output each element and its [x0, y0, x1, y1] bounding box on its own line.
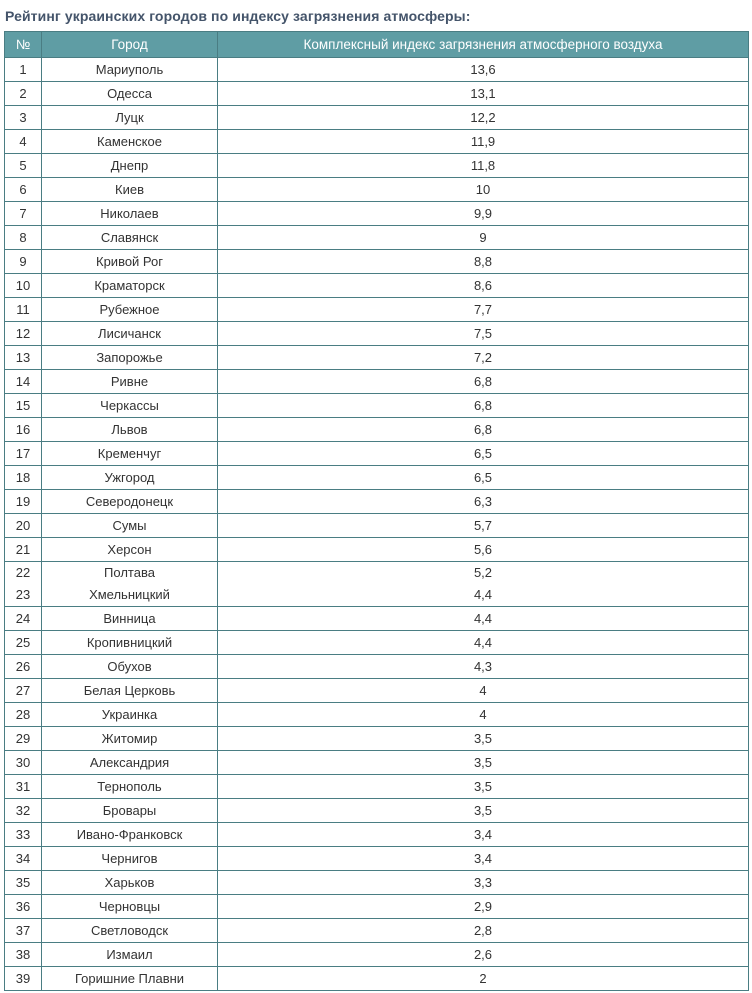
index-cell-text: 3,5 [473, 802, 493, 818]
index-cell-text: 8,8 [473, 253, 493, 269]
rank-cell-text: 2 [19, 85, 27, 101]
col-header-city: Город [42, 32, 218, 58]
city-cell [42, 679, 218, 703]
rank-cell-text: 1 [19, 61, 27, 77]
index-cell [218, 847, 749, 871]
index-cell [218, 130, 749, 154]
table-row [5, 250, 749, 274]
index-cell-text: 7,5 [473, 325, 493, 341]
index-cell-text: 5,2 [473, 565, 493, 580]
rank-cell [5, 130, 42, 154]
city-cell-text: Кременчуг [97, 445, 162, 461]
city-cell-text: Горишние Плавни [74, 970, 185, 986]
index-cell [218, 655, 749, 679]
rank-cell-text: 37 [15, 922, 31, 938]
city-cell-text: Сумы [112, 517, 147, 533]
city-cell-text: Северодонецк [85, 493, 174, 509]
pollution-table [4, 31, 749, 991]
city-cell [42, 631, 218, 655]
rank-cell [5, 895, 42, 919]
city-cell [42, 751, 218, 775]
city-cell-text: Ривне [110, 373, 149, 389]
index-cell-text: 12,2 [470, 109, 496, 125]
city-cell [42, 442, 218, 466]
index-cell [218, 607, 749, 631]
rank-cell-text: 24 [15, 610, 31, 626]
rank-cell-text: 35 [15, 874, 31, 890]
rank-cell [5, 178, 42, 202]
index-cell-text: 7,2 [473, 349, 493, 365]
index-cell [218, 394, 749, 418]
city-cell [42, 943, 218, 967]
city-cell-text: Николаев [100, 205, 159, 221]
index-cell-text: 3,3 [473, 874, 493, 890]
rank-cell [5, 394, 42, 418]
index-cell-text: 4 [479, 682, 487, 698]
rank-cell-text: 21 [15, 541, 31, 557]
rank-cell-text: 17 [15, 445, 31, 461]
table-row [5, 727, 749, 751]
index-cell [218, 346, 749, 370]
city-cell [42, 847, 218, 871]
rank-cell-text: 32 [15, 802, 31, 818]
city-cell-text: Хмельницкий [89, 587, 170, 602]
city-cell [42, 703, 218, 727]
city-cell [42, 514, 218, 538]
rank-cell-text: 39 [15, 970, 31, 986]
index-cell-text: 5,7 [473, 517, 493, 533]
table-row [5, 967, 749, 991]
table-row [5, 154, 749, 178]
rank-cell-text: 26 [15, 658, 31, 674]
index-cell [218, 58, 749, 82]
city-cell-text: Славянск [100, 229, 159, 245]
index-cell-text: 13,6 [470, 61, 496, 77]
index-cell [218, 250, 749, 274]
table-row [5, 919, 749, 943]
rank-cell [5, 226, 42, 250]
index-cell-text: 2,6 [473, 946, 493, 962]
rank-cell [5, 703, 42, 727]
city-cell-text: Одесса [107, 85, 152, 101]
table-row [5, 418, 749, 442]
city-cell [42, 490, 218, 514]
city-cell-text: Запорожье [96, 349, 163, 365]
city-cell [42, 607, 218, 631]
rank-cell-text: 15 [15, 397, 31, 413]
city-cell-text: Львов [111, 421, 148, 437]
table-row [5, 442, 749, 466]
rank-cell-text: 38 [15, 946, 31, 962]
rank-cell [5, 751, 42, 775]
table-row [5, 490, 749, 514]
table-row [5, 751, 749, 775]
index-cell [218, 154, 749, 178]
rank-cell-text: 36 [15, 898, 31, 914]
index-cell [218, 274, 749, 298]
table-row [5, 178, 749, 202]
page-title: Рейтинг украинских городов по индексу загрязнения атмосферы: [5, 8, 471, 24]
table-row [5, 703, 749, 727]
table-row [5, 322, 749, 346]
city-cell-text: Днепр [110, 157, 149, 173]
city-cell-text: Лисичанск [98, 325, 161, 341]
index-cell-text: 4,4 [473, 610, 493, 626]
table-row [5, 562, 749, 607]
rank-cell-text: 8 [19, 229, 27, 245]
table-row [5, 82, 749, 106]
rank-cell [5, 250, 42, 274]
index-cell [218, 226, 749, 250]
city-cell-text: Ивано-Франковск [76, 826, 183, 842]
table-row [5, 130, 749, 154]
table-row [5, 370, 749, 394]
rank-cell-text: 23 [15, 587, 31, 602]
index-cell [218, 775, 749, 799]
city-cell-text: Светловодск [90, 922, 169, 938]
table-row [5, 274, 749, 298]
table-row [5, 943, 749, 967]
city-cell-text: Каменское [97, 133, 162, 149]
index-cell [218, 514, 749, 538]
table-row [5, 58, 749, 82]
city-cell [42, 346, 218, 370]
index-cell-text: 3,5 [473, 754, 493, 770]
rank-cell [5, 466, 42, 490]
city-cell-text: Харьков [104, 874, 155, 890]
city-cell [42, 895, 218, 919]
rank-cell [5, 967, 42, 991]
city-cell [42, 130, 218, 154]
index-cell [218, 967, 749, 991]
city-cell [42, 727, 218, 751]
rank-cell-text: 12 [15, 325, 31, 341]
city-cell [42, 82, 218, 106]
rank-cell [5, 442, 42, 466]
table-row [5, 679, 749, 703]
city-cell [42, 919, 218, 943]
col-header-rank: № [5, 32, 42, 58]
index-cell-text: 2,8 [473, 922, 493, 938]
rank-cell-text: 25 [15, 634, 31, 650]
index-cell [218, 631, 749, 655]
index-cell [218, 178, 749, 202]
index-cell-text: 3,4 [473, 850, 493, 866]
index-cell-text: 8,6 [473, 277, 493, 293]
rank-cell-text: 16 [15, 421, 31, 437]
city-cell [42, 250, 218, 274]
index-cell-text: 13,1 [470, 85, 496, 101]
rank-cell [5, 871, 42, 895]
rank-cell-text: 13 [15, 349, 31, 365]
rank-cell [5, 727, 42, 751]
index-cell-text: 6,8 [473, 397, 493, 413]
index-cell-text: 11,9 [470, 133, 496, 149]
table-row [5, 871, 749, 895]
table-header-row [5, 32, 749, 58]
rank-cell [5, 631, 42, 655]
rank-cell [5, 847, 42, 871]
index-cell [218, 751, 749, 775]
index-cell [218, 727, 749, 751]
city-cell-text: Кривой Рог [96, 253, 163, 269]
rank-cell-text: 22 [15, 565, 31, 580]
rank-cell [5, 799, 42, 823]
city-cell [42, 655, 218, 679]
city-cell [42, 466, 218, 490]
rank-cell [5, 775, 42, 799]
table-row [5, 799, 749, 823]
index-cell-text: 9 [479, 229, 487, 245]
rank-cell [5, 562, 42, 607]
index-cell [218, 703, 749, 727]
index-cell [218, 418, 749, 442]
city-cell [42, 274, 218, 298]
city-cell-text: Тернополь [97, 778, 162, 794]
city-cell [42, 799, 218, 823]
city-cell-text: Ужгород [104, 469, 155, 485]
city-cell [42, 967, 218, 991]
rank-cell-text: 34 [15, 850, 31, 866]
index-cell-text: 2,9 [473, 898, 493, 914]
city-cell-text: Александрия [89, 754, 170, 770]
table-row [5, 226, 749, 250]
index-cell-text: 6,8 [473, 421, 493, 437]
table-row [5, 775, 749, 799]
rank-cell [5, 655, 42, 679]
city-cell [42, 871, 218, 895]
index-cell [218, 202, 749, 226]
city-cell [42, 394, 218, 418]
index-cell-text: 7,7 [473, 301, 493, 317]
index-cell-text: 6,5 [473, 469, 493, 485]
index-cell-text: 2 [479, 970, 487, 986]
table-row [5, 514, 749, 538]
city-cell-text: Украинка [101, 706, 158, 722]
city-cell-text: Чернигов [101, 850, 158, 866]
rank-cell-text: 4 [19, 133, 27, 149]
city-cell [42, 178, 218, 202]
rank-cell [5, 82, 42, 106]
city-cell [42, 775, 218, 799]
index-cell [218, 322, 749, 346]
city-cell-text: Обухов [107, 658, 152, 674]
city-cell-text: Херсон [107, 541, 152, 557]
rank-cell [5, 514, 42, 538]
index-cell-text: 6,3 [473, 493, 493, 509]
rank-cell [5, 298, 42, 322]
rank-cell [5, 418, 42, 442]
index-cell [218, 298, 749, 322]
city-cell-text: Черкассы [100, 397, 159, 413]
rank-cell-text: 18 [15, 469, 31, 485]
city-cell [42, 562, 218, 607]
rank-cell-text: 9 [19, 253, 27, 269]
city-cell [42, 823, 218, 847]
index-cell [218, 538, 749, 562]
index-cell-text: 5,6 [473, 541, 493, 557]
table-row [5, 895, 749, 919]
index-cell [218, 895, 749, 919]
rank-cell-text: 19 [15, 493, 31, 509]
city-cell [42, 370, 218, 394]
city-cell [42, 106, 218, 130]
rank-cell-text: 27 [15, 682, 31, 698]
table-row [5, 202, 749, 226]
rank-cell-text: 30 [15, 754, 31, 770]
rank-cell-text: 11 [16, 301, 30, 317]
index-cell [218, 799, 749, 823]
table-row [5, 466, 749, 490]
index-cell [218, 943, 749, 967]
table-row [5, 346, 749, 370]
index-cell [218, 370, 749, 394]
index-cell [218, 466, 749, 490]
rank-cell [5, 322, 42, 346]
city-cell-text: Киев [115, 181, 144, 197]
index-cell [218, 562, 749, 607]
index-cell-text: 4,3 [473, 658, 493, 674]
city-cell-text: Белая Церковь [83, 682, 176, 698]
rank-cell [5, 823, 42, 847]
city-cell-text: Житомир [101, 730, 158, 746]
col-header-index: Комплексный индекс загрязнения атмосферного воздуха [218, 32, 749, 58]
index-cell-text: 9,9 [473, 205, 493, 221]
rank-cell [5, 538, 42, 562]
city-cell-text: Бровары [102, 802, 157, 818]
rank-cell-text: 6 [19, 181, 27, 197]
city-cell [42, 154, 218, 178]
index-cell [218, 442, 749, 466]
rank-cell [5, 919, 42, 943]
index-cell-text: 4,4 [473, 634, 493, 650]
table-row [5, 106, 749, 130]
table-row [5, 847, 749, 871]
index-cell-text: 4,4 [473, 587, 493, 602]
city-cell-text: Рубежное [99, 301, 160, 317]
city-cell [42, 538, 218, 562]
index-cell-text: 3,4 [473, 826, 493, 842]
rank-cell-text: 10 [15, 277, 31, 293]
rank-cell [5, 58, 42, 82]
index-cell-text: 6,8 [473, 373, 493, 389]
rank-cell [5, 370, 42, 394]
rank-cell [5, 490, 42, 514]
rank-cell-text: 7 [19, 205, 27, 221]
city-cell-text: Мариуполь [95, 61, 164, 77]
index-cell-text: 4 [479, 706, 487, 722]
city-cell [42, 322, 218, 346]
index-cell-text: 3,5 [473, 730, 493, 746]
rank-cell [5, 154, 42, 178]
rank-cell-text: 28 [15, 706, 31, 722]
city-cell-text: Кропивницкий [86, 634, 173, 650]
index-cell-text: 11,8 [470, 157, 496, 173]
table-row [5, 823, 749, 847]
index-cell [218, 871, 749, 895]
rank-cell-text: 5 [19, 157, 27, 173]
city-cell [42, 226, 218, 250]
city-cell-text: Измаил [106, 946, 153, 962]
rank-cell-text: 33 [15, 826, 31, 842]
rank-cell-text: 31 [15, 778, 31, 794]
table-row [5, 631, 749, 655]
city-cell [42, 418, 218, 442]
table-row [5, 298, 749, 322]
city-cell-text: Луцк [115, 109, 144, 125]
rank-cell [5, 607, 42, 631]
rank-cell [5, 346, 42, 370]
table-row [5, 394, 749, 418]
city-cell [42, 202, 218, 226]
city-cell [42, 298, 218, 322]
rank-cell [5, 274, 42, 298]
rank-cell-text: 20 [15, 517, 31, 533]
index-cell-text: 10 [475, 181, 491, 197]
rank-cell-text: 14 [15, 373, 31, 389]
rank-cell [5, 106, 42, 130]
table-row [5, 655, 749, 679]
table-row [5, 538, 749, 562]
table-row [5, 607, 749, 631]
rank-cell [5, 202, 42, 226]
index-cell [218, 490, 749, 514]
index-cell-text: 3,5 [473, 778, 493, 794]
city-cell [42, 58, 218, 82]
rank-cell-text: 29 [15, 730, 31, 746]
rank-cell [5, 943, 42, 967]
index-cell [218, 823, 749, 847]
city-cell-text: Винница [103, 610, 156, 626]
index-cell [218, 919, 749, 943]
city-cell-text: Черновцы [98, 898, 161, 914]
city-cell-text: Краматорск [94, 277, 165, 293]
index-cell [218, 106, 749, 130]
index-cell-text: 6,5 [473, 445, 493, 461]
rank-cell [5, 679, 42, 703]
rank-cell-text: 3 [19, 109, 27, 125]
city-cell-text: Полтава [104, 565, 155, 580]
index-cell [218, 679, 749, 703]
index-cell [218, 82, 749, 106]
